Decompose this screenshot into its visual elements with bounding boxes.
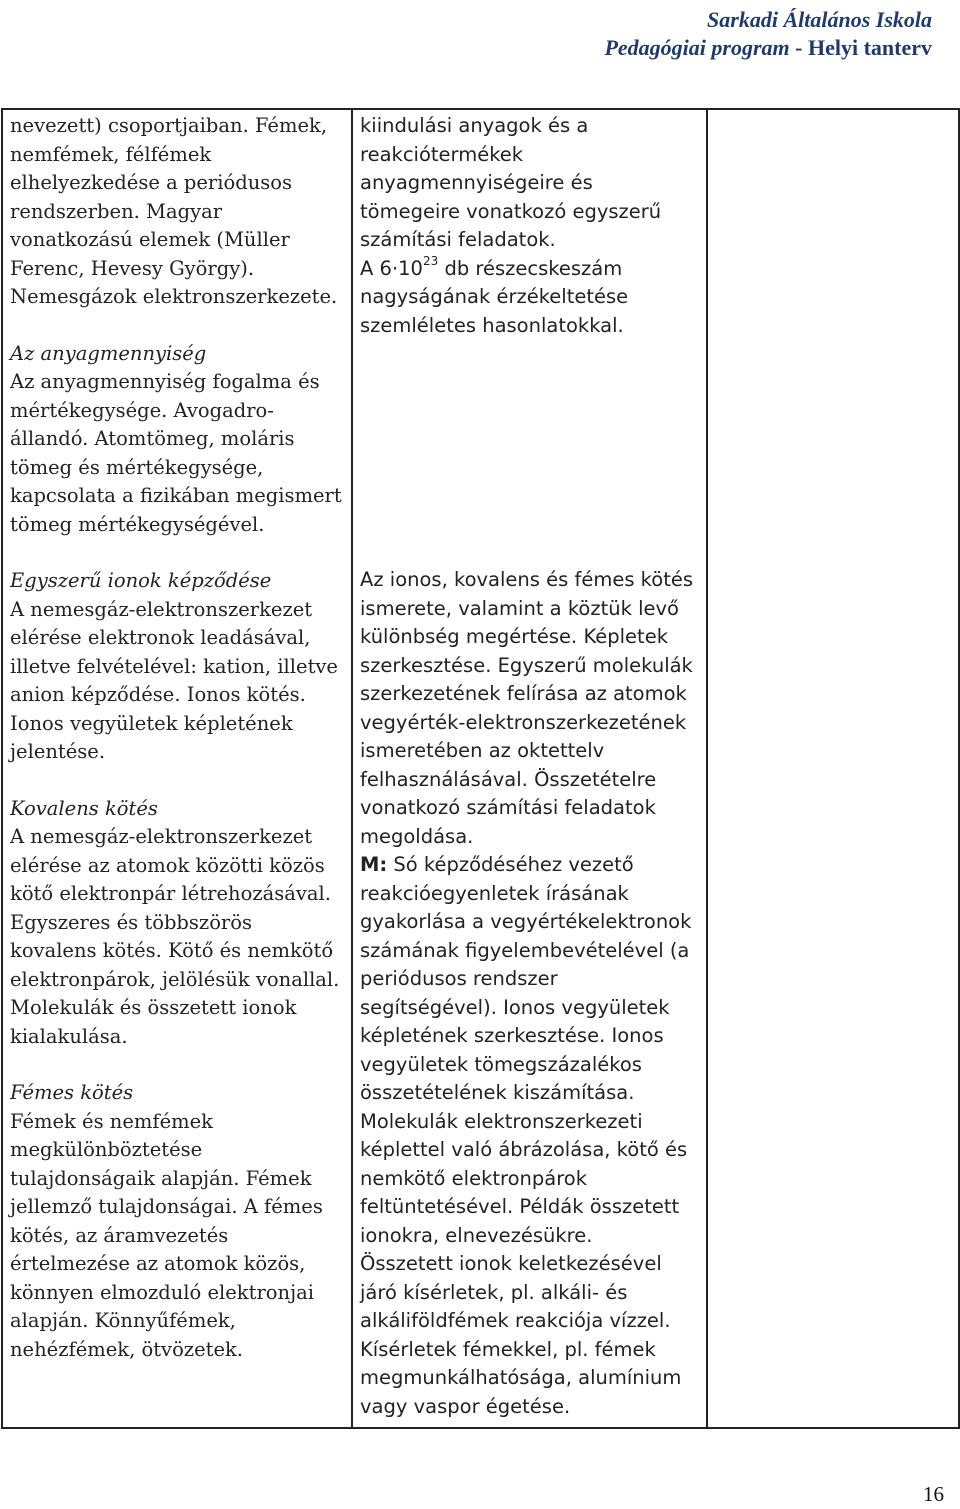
section-title-anyagmennyiseg: Az anyagmennyiség [10,341,207,365]
section-title-ionok: Egyszerű ionok képződése [10,569,272,592]
page-header [604,6,932,62]
notes-cell [707,109,959,1428]
program-title [604,34,932,62]
avogadro-exponent: 23 [422,254,439,268]
salt-formation-text [360,851,698,1108]
salt-formation-body: Só képződéséhez vezető reakcióegyenletek írásának gyakorlása a vegyértékelektronok számának figyelembevételével (a periódusos rendszer segítségével). Ionos vegyületek képletének szerkesztése. Ionos vegyületek tömegszázalékos összetételének kiszámítása. [360,853,692,1104]
table-row [2,109,959,1428]
section-body-femes: Fémek és nemfémek megkülönböztetése tulajdonságaik alapján. Fémek jellemző tulajdonságai. A fémes kötés, az áramvezetés értelmezése az atomok közös, könnyen elmozduló elektronjai alapján. Könnyűfémek, nehézfémek, ötvözetek. [10,1109,323,1361]
activities-cell [352,109,707,1428]
intro-text: nevezett) csoportjaiban. Fémek, nemfémek, félfémek elhelyezkedése a periódusos rendszerben. Magyar vonatkozású elemek (Müller Ferenc, Hevesy György). Nemesgázok elektronszerkezete. [10,114,338,308]
avogadro-suffix: db részecskeszám nagyságának érzékeltetése szemléletes hasonlatokkal. [360,256,629,337]
page-number: 16 [923,1482,944,1506]
molecule-structure-text: Molekulák elektronszerkezeti képlettel való ábrázolása, kötő és nemkötő elektronpárok feltüntetésével. Példák összetett ionokra, elnevezésükre. [360,1109,688,1247]
section-body-anyagmennyiseg: Az anyagmennyiség fogalma és mértékegysége. Avogadro-állandó. Atomtömeg, moláris tömeg és mértékegysége, kapcsolata a fizikában megismert tömeg mértékegységével. [10,370,342,536]
bonding-text: Az ionos, kovalens és fémes kötés ismerete, valamint a köztük levő különbség megértése. Képletek szerkesztése. Egyszerű molekulák szerkezetének felírása az atomok vegyérték-elektronszerkezetének ismeretében az oktettelv felhasználásával. Összetételre vonatkozó számítási feladatok megoldása. [360,568,694,848]
curriculum-name: Helyi tanterv [807,35,932,60]
m-label: M: [360,853,388,876]
header-separator: - [789,35,808,60]
avogadro-prefix: A 6·10 [360,256,423,280]
section-title-kovalens: Kovalens kötés [10,796,158,820]
calculation-text: kiindulási anyagok és a reakciótermékek anyagmennyiségeire és tömegeire vonatkozó egyszerű számítási feladatok. [360,114,662,251]
program-name: Pedagógiai program [604,35,790,60]
section-body-kovalens: A nemesgáz-elektronszerkezet elérése az atomok közötti közös kötő elektronpár létrehozásával. Egyszeres és többszörös kovalens kötés. Kötő és nemkötő elektronpárok, jelölésük vonallal. Molekulák és összetett ionok kialakulása. [10,825,340,1048]
section-title-femes: Fémes kötés [10,1081,134,1104]
school-name: Sarkadi Általános Iskola [707,7,932,32]
section-body-ionok: A nemesgáz-elektronszerkezet elérése elektronok leadásával, illetve felvételével: kation, illetve anion képződése. Ionos kötés. Ionos vegyületek képletének jelentése. [10,597,338,763]
avogadro-text [360,255,698,341]
experiments-text: Összetett ionok keletkezésével járó kísérletek, pl. alkáli- és alkáliföldfémek reakciója vízzel. Kísérletek fémekkel, pl. fémek megmunkálhatósága, alumínium vagy vaspor égetése. [360,1252,682,1418]
curriculum-table [1,108,960,1429]
topic-cell [2,109,352,1428]
